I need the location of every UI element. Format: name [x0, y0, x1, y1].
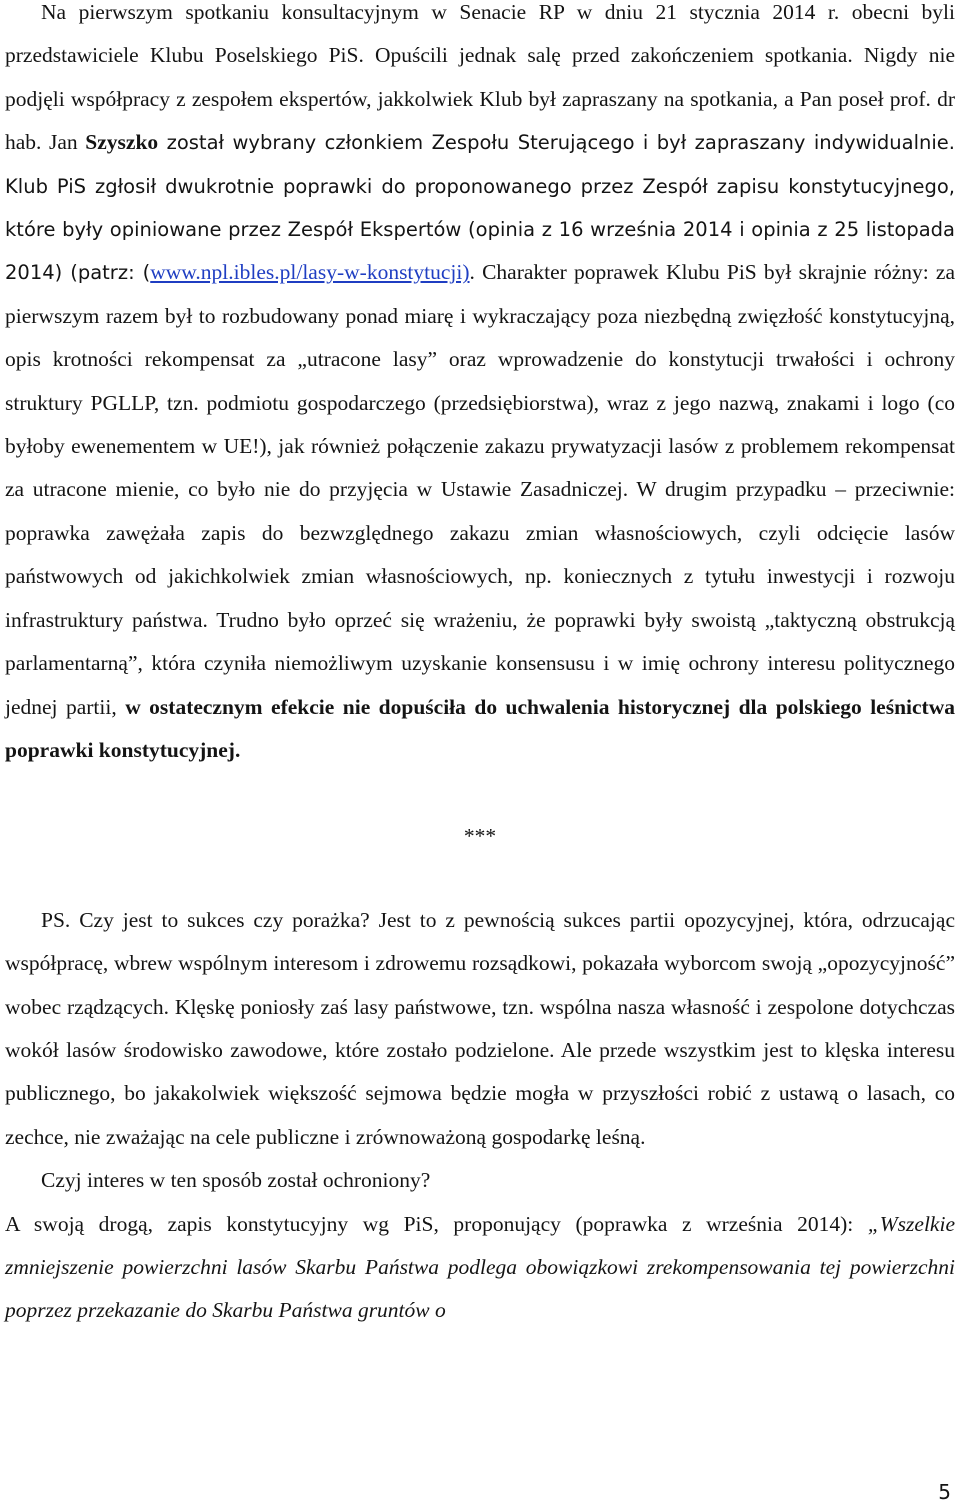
paragraph-4: [5, 1203, 955, 1333]
p4-italic-quote: „Wszelkie zmniejszenie powierzchni lasów Skarbu Państwa podlega obowiązkowi zrekompensowania tej powierzchni poprzez przekazanie do Skarbu Państwa gruntów o: [5, 1211, 955, 1323]
p1-text-d: Klub PiS zgłosił dwukrotnie poprawki do proponowanego przez Zespół zapisu konstytucyjnego, które były opiniowane przez Zespół Ekspertów (opinia z 16 września 2014 i opinia z 25 listopada 2014) (patrz: (: [5, 174, 955, 285]
page-number: 5: [938, 1480, 951, 1504]
p4-text-a: A swoją drogą, zapis konstytucyjny wg PiS, proponujący (poprawka z września 2014):: [5, 1211, 868, 1236]
p1-bold-name: Szyszko: [85, 130, 159, 155]
paragraph-2: PS. Czy jest to sukces czy porażka? Jest to z pewnością sukces partii opozycyjnej, która, odrzucając współpracę, wbrew wspólnym interesom i zdrowemu rozsądkowi, pokazała wyborcom swoją „opozycyjność” wobec rządzących. Klęskę poniosły zaś lasy państwowe, tzn. wspólna nasza własność i zespolone dotychczas wokół lasów środowisko zawodowe, które zostało podzielone. Ale przede wszystkim jest to klęska interesu publicznego, bo jakakolwiek większość sejmowa będzie mogła w przyszłości robić z ustawą o lasach, co zechce, nie zważając na cele publiczne i zrównoważoną gospodarkę leśną.: [5, 907, 955, 1149]
p1-text-c: został wybrany członkiem Zespołu Sterującego i był zapraszany indywidualnie.: [158, 131, 956, 155]
paragraph-3: Czyj interes w ten sposób został ochroniony?: [41, 1168, 431, 1193]
body-text: [5, 0, 955, 1333]
p1-text-e: . Charakter poprawek Klubu PiS był skrajnie różny: za pierwszym razem był to rozbudowany ponad miarę i wykraczający poza niezbędną zwięzłość konstytucyjną, opis krotności rekompensat za „utracone lasy” oraz wprowadzenie do konstytucji trwałości i ochrony struktury PGLLP, tzn. podmiotu gospodarczego (przedsiębiorstwa), wraz z jego nazwą, znakami i logo (co byłoby ewenementem w UE!), jak również połączenie zakazu prywatyzacji lasów z problemem rekompensat za utracone mienie, co było nie do przyjęcia w Ustawie Zasadniczej. W drugim przypadku – przeciwnie: poprawka zawężała zapis do bezwzględnego zakazu zmian własnościowych, czyli odcięcie lasów państwowych od jakichkolwiek zmian własnościowych, np. koniecznych z tytułu inwestycji i rozwoju infrastruktury państwa. Trudno było oprzeć się wrażeniu, że poprawki były swoistą „taktyczną obstrukcją parlamentarną”, która czyniła niemożliwym uzyskanie konsensusu i w imię ochrony interesu politycznego jednej partii,: [5, 260, 955, 719]
spacer: [5, 859, 955, 899]
paragraph-1: [5, 0, 955, 772]
section-separator: ***: [463, 824, 497, 849]
spacer: [5, 772, 955, 815]
p1-bold-conclusion: w ostatecznym efekcie nie dopuściła do uchwalenia historycznej dla polskiego leśnictwa poprawki konstytucyjnej.: [5, 694, 955, 762]
url-link[interactable]: www.npl.ibles.pl/lasy-w-konstytucji): [150, 260, 470, 285]
p1-text-a: Na pierwszym spotkaniu konsultacyjnym w Senacie RP w dniu 21 stycznia 2014 r. obecni byli przedstawiciele Klubu Poselskiego PiS. Opuścili jednak salę przed zakończeniem spotkania. Nigdy nie podjęli współpracy z zespołem ekspertów, jakkolwiek Klub był zapraszany na spotkania, a Pan poseł prof. dr hab. Jan: [5, 0, 955, 155]
